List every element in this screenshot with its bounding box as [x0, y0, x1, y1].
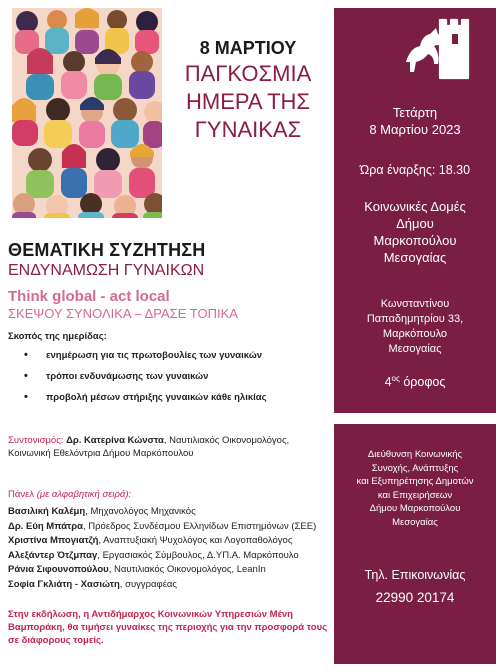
coordination-label: Συντονισμός: — [8, 435, 64, 446]
floor-word: όροφος — [399, 375, 446, 390]
panel-member — [8, 578, 334, 593]
coordinator-role: , Ναυτιλιακός Οικονομολόγος, — [163, 435, 290, 446]
event-day: Τετάρτη — [392, 105, 438, 120]
purpose-list — [24, 350, 334, 413]
organizer-line: Συνοχής, Ανάπτυξης — [371, 462, 459, 474]
event-address — [334, 297, 496, 357]
slogan-english: Think global - act local — [8, 288, 170, 305]
organizer-line: Δήμου Μαρκοπούλου — [369, 503, 461, 514]
event-full-date: 8 Μαρτίου 2023 — [369, 122, 461, 137]
address-line: Μεσογαίας — [388, 343, 442, 355]
phone-label: Τηλ. Επικοινωνίας — [364, 568, 466, 582]
panel-member-role: , Μηχανολόγος Μηχανικός — [85, 506, 196, 517]
panel-member-name: Σοφία Γκλιάτη - Χασιώτη — [8, 578, 120, 590]
slogan-greek: ΣΚΕΨΟΥ ΣΥΝΟΛΙΚΑ – ΔΡΑΣΕ ΤΟΠΙΚΑ — [8, 306, 238, 321]
phone-number: 22990 20174 — [375, 590, 455, 605]
panel-member-name: Βασιλική Καλέμη — [8, 506, 86, 517]
floor-number: 4 — [384, 375, 392, 390]
panel-member-role: , Ναυτιλιακός Οικονομολόγος, LeanIn — [108, 564, 266, 575]
title-line-3: ΓΥΝΑΙΚΑΣ — [194, 117, 302, 142]
panel-heading — [8, 489, 131, 500]
topic-heading: ΘΕΜΑΤΙΚΗ ΣΥΖΗΤΗΣΗ — [8, 240, 206, 260]
women-crowd-illustration — [12, 8, 162, 218]
date-heading: 8 ΜΑΡΤΙΟΥ — [199, 38, 297, 58]
venue-line: Μαρκοπούλου — [373, 233, 457, 248]
venue-line: Δήμου — [396, 216, 434, 231]
coordination-block — [8, 434, 330, 460]
panel-member — [8, 549, 334, 564]
event-venue — [334, 198, 496, 266]
purpose-item: • τρόποι ενδυνάμωσης των γυναικών — [24, 371, 334, 382]
panel-list — [8, 505, 334, 592]
venue-line: Κοινωνικές Δομές — [364, 199, 466, 214]
panel-member-role: , Πρόεδρος Συνδέσμου Ελληνίδων Επιστημόνων (ΣΕΕ) — [83, 520, 317, 532]
title-line-2: ΗΜΕΡΑ ΤΗΣ — [185, 89, 311, 114]
organizer-panel — [334, 424, 496, 664]
organizer-name — [340, 448, 490, 529]
title-line-1: ΠΑΓΚΟΣΜΙΑ — [184, 61, 312, 86]
address-line: Μαρκόπουλο — [382, 328, 448, 340]
panel-member-name: Δρ. Εύη Μπάτρα — [8, 520, 84, 532]
closing-note: Στην εκδήλωση, η Αντιδήμαρχος Κοινωνικών Υπηρεσιών Μένη Βαμποράκη, θα τιμήσει γυναίκες της περιοχής για την προσφορά τους σε διάφορους τομείς. — [8, 609, 328, 646]
panel-member-name: Ράνια Σιφουνοπούλου — [8, 564, 109, 575]
event-start-time: Ώρα έναρξης: 18.30 — [359, 163, 471, 177]
venue-line: Μεσογαίας — [383, 250, 447, 265]
panel-member-role: , συγγραφέας — [119, 578, 177, 590]
panel-member-role: , Εργασιακός Σύμβουλος, Δ.ΥΠ.Α. Μαρκόπουλο — [97, 549, 299, 561]
purpose-item: • ενημέρωση για τις πρωτοβουλίες των γυναικών — [24, 350, 334, 361]
panel-member-role: , Αναπτυξιακή Ψυχολόγος και Λογοπαθολόγος — [98, 535, 293, 546]
panel-member-name: Χριστίνα Μπογιατζή — [8, 535, 99, 546]
event-date — [334, 104, 496, 138]
event-info-panel — [334, 8, 496, 413]
event-title-block — [168, 38, 328, 143]
organizer-line: Μεσογαίας — [392, 516, 438, 528]
organizer-line: και Εξυπηρέτησης Δημοτών — [356, 476, 474, 487]
panel-member-name: Αλεξάντερ Ότζμπαγ — [8, 549, 98, 561]
purpose-item: • προβολή μέσων στήριξης γυναικών κάθε ηλικίας — [24, 392, 334, 403]
panel-member — [8, 563, 334, 578]
organizer-line: Διεύθυνση Κοινωνικής — [367, 449, 463, 460]
floor-suffix: ος — [391, 374, 400, 383]
coordinator-role-2: Κοινωνική Εθελόντρια Δήμου Μαρκόπουλου — [8, 448, 194, 459]
panel-member — [8, 520, 334, 535]
municipal-logo-icon — [400, 12, 472, 80]
purpose-label: Σκοπός της ημερίδας: — [8, 331, 107, 342]
panel-member — [8, 505, 334, 520]
coordinator-name: Δρ. Κατερίνα Κώνστα — [66, 435, 164, 446]
organizer-line: και Επιχειρήσεων — [377, 489, 453, 501]
address-line: Κωνσταντίνου — [380, 298, 450, 310]
panel-label: Πάνελ — [8, 489, 35, 500]
panel-member — [8, 534, 334, 549]
panel-note: (με αλφαβητική σειρά): — [36, 489, 132, 500]
topic-subheading: ΕΝΔΥΝΑΜΩΣΗ ΓΥΝΑΙΚΩΝ — [8, 262, 205, 279]
address-line: Παπαδημητρίου 33, — [366, 313, 464, 325]
event-floor — [334, 374, 496, 389]
